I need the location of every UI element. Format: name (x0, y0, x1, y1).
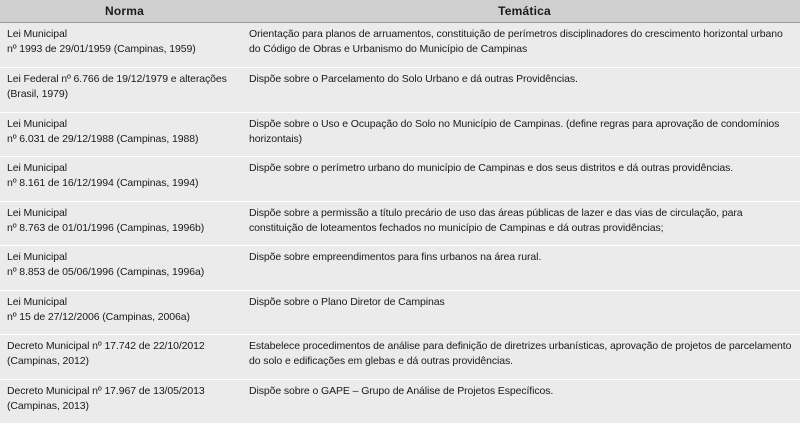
tematica-text: Dispõe sobre empreendimentos para fins urbanos na área rural. (249, 251, 542, 264)
norma-text: Lei Municipal nº 1993 de 29/01/1959 (Campinas, 1959) (7, 28, 196, 55)
tematica-cell (249, 246, 800, 290)
norma-text: Lei Municipal nº 8.853 de 05/06/1996 (Campinas, 1996a) (7, 251, 205, 279)
norma-cell (0, 246, 249, 290)
table-row (0, 23, 800, 68)
tematica-text: Dispõe sobre o Uso e Ocupação do Solo no Município de Campinas. (define regras para aprovação de condomínios horizontais) (249, 117, 780, 145)
tematica-text: Dispõe sobre a permissão a título precário de uso das áreas públicas de lazer e das vias de circulação, para constituição de loteamentos fechados no município de Campinas e dá outras providências; (249, 206, 743, 234)
norma-text: Decreto Municipal nº 17.742 de 22/10/2012 (Campinas, 2012) (7, 340, 205, 368)
table-row (0, 201, 800, 245)
norma-text: Lei Municipal nº 8.161 de 16/12/1994 (Campinas, 1994) (7, 162, 199, 190)
table-row (0, 379, 800, 423)
table-row (0, 157, 800, 201)
tematica-cell (249, 157, 800, 201)
tematica-text: Dispõe sobre o GAPE – Grupo de Análise de Projetos Específicos. (249, 384, 554, 397)
table-header-row (0, 0, 800, 23)
norma-cell (0, 112, 249, 156)
tematica-cell (249, 290, 800, 334)
tematica-text: Dispõe sobre o Plano Diretor de Campinas (249, 295, 445, 308)
norma-cell (0, 157, 249, 201)
tematica-cell (249, 112, 800, 156)
column-header-norma: Norma (0, 0, 249, 23)
tematica-cell (249, 68, 800, 112)
tematica-cell (249, 335, 800, 379)
table-row (0, 112, 800, 156)
tematica-cell (249, 23, 800, 68)
tematica-text: Dispõe sobre o perímetro urbano do município de Campinas e dos seus distritos e dá outras providências. (249, 162, 734, 175)
norma-cell (0, 23, 249, 68)
tematica-text: Orientação para planos de arruamentos, constituição de perímetros disciplinadores do crescimento horizontal urbano do Código de Obras e Urbanismo do Município de Campinas (249, 28, 783, 55)
norma-cell (0, 379, 249, 423)
table-row (0, 246, 800, 290)
table-row (0, 335, 800, 379)
norma-cell (0, 201, 249, 245)
norma-text: Decreto Municipal nº 17.967 de 13/05/2013 (Campinas, 2013) (7, 384, 205, 412)
column-header-tematica: Temática (249, 0, 800, 23)
table-row (0, 68, 800, 112)
tematica-cell (249, 201, 800, 245)
norma-text: Lei Federal nº 6.766 de 19/12/1979 e alterações (Brasil, 1979) (7, 73, 227, 101)
norma-cell (0, 290, 249, 334)
norma-cell (0, 68, 249, 112)
norma-text: Lei Municipal nº 6.031 de 29/12/1988 (Campinas, 1988) (7, 117, 199, 145)
table-row (0, 290, 800, 334)
tematica-text: Dispõe sobre o Parcelamento do Solo Urbano e dá outras Providências. (249, 73, 578, 86)
norma-text: Lei Municipal nº 8.763 de 01/01/1996 (Campinas, 1996b) (7, 206, 205, 234)
tematica-text: Estabelece procedimentos de análise para definição de diretrizes urbanísticas, aprovação de projetos de parcelamento do solo e edificações em glebas e dá outras providências. (249, 340, 792, 368)
tematica-cell (249, 379, 800, 423)
norma-cell (0, 335, 249, 379)
norma-text: Lei Municipal nº 15 de 27/12/2006 (Campinas, 2006a) (7, 295, 190, 323)
